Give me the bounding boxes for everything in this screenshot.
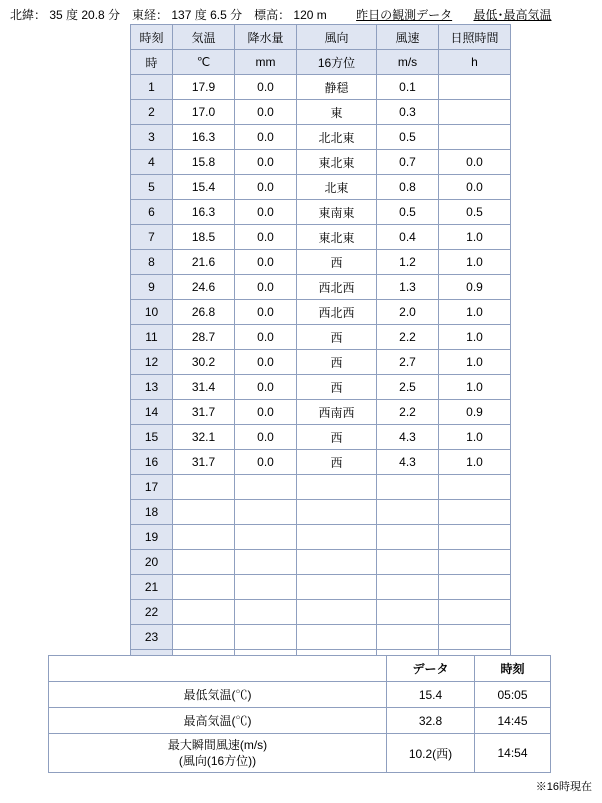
- cell-sun: [439, 525, 511, 550]
- cell-hour: 22: [131, 600, 173, 625]
- cell-dir: [297, 475, 377, 500]
- table-row: [131, 100, 511, 125]
- hourly-observation-table: [130, 24, 511, 675]
- cell-prec: 0.0: [235, 275, 297, 300]
- cell-spd: 1.2: [377, 250, 439, 275]
- table-row: [131, 225, 511, 250]
- table-row: [131, 475, 511, 500]
- cell-temp: [173, 600, 235, 625]
- table-row: [131, 450, 511, 475]
- cell-prec: 0.0: [235, 225, 297, 250]
- cell-temp: 21.6: [173, 250, 235, 275]
- cell-prec: 0.0: [235, 325, 297, 350]
- cell-sun: 1.0: [439, 375, 511, 400]
- cell-prec: 0.0: [235, 150, 297, 175]
- summary-col-time: 時刻: [475, 656, 551, 682]
- cell-spd: 0.4: [377, 225, 439, 250]
- cell-spd: [377, 500, 439, 525]
- cell-spd: 2.2: [377, 325, 439, 350]
- cell-hour: 17: [131, 475, 173, 500]
- cell-sun: 1.0: [439, 300, 511, 325]
- cell-hour: 14: [131, 400, 173, 425]
- cell-sun: 0.9: [439, 275, 511, 300]
- cell-sun: [439, 100, 511, 125]
- table-row: [131, 300, 511, 325]
- cell-spd: 2.5: [377, 375, 439, 400]
- cell-dir: [297, 600, 377, 625]
- cell-temp: 16.3: [173, 200, 235, 225]
- cell-sun: 0.0: [439, 175, 511, 200]
- cell-prec: [235, 575, 297, 600]
- col-title-prec: 降水量: [235, 25, 297, 50]
- cell-sun: [439, 75, 511, 100]
- cell-dir: 西北西: [297, 275, 377, 300]
- cell-temp: [173, 575, 235, 600]
- cell-prec: [235, 625, 297, 650]
- cell-spd: 1.3: [377, 275, 439, 300]
- cell-temp: 18.5: [173, 225, 235, 250]
- cell-spd: 0.7: [377, 150, 439, 175]
- cell-hour: 19: [131, 525, 173, 550]
- table-row: [131, 575, 511, 600]
- cell-spd: [377, 575, 439, 600]
- cell-temp: 16.3: [173, 125, 235, 150]
- cell-temp: [173, 500, 235, 525]
- cell-sun: 0.0: [439, 150, 511, 175]
- cell-dir: 西: [297, 450, 377, 475]
- summary-col-data: データ: [387, 656, 475, 682]
- cell-temp: [173, 625, 235, 650]
- cell-prec: [235, 475, 297, 500]
- table-row: [131, 375, 511, 400]
- col-unit-hour: 時: [131, 50, 173, 75]
- cell-temp: [173, 550, 235, 575]
- cell-sun: 1.0: [439, 425, 511, 450]
- cell-dir: 静穏: [297, 75, 377, 100]
- summary-row-max-temp: [49, 708, 551, 734]
- cell-hour: 13: [131, 375, 173, 400]
- cell-prec: 0.0: [235, 200, 297, 225]
- cell-temp: 24.6: [173, 275, 235, 300]
- table-row: [131, 525, 511, 550]
- cell-prec: 0.0: [235, 350, 297, 375]
- cell-spd: [377, 625, 439, 650]
- cell-prec: [235, 550, 297, 575]
- cell-temp: 32.1: [173, 425, 235, 450]
- cell-sun: 1.0: [439, 225, 511, 250]
- col-title-dir: 風向: [297, 25, 377, 50]
- cell-hour: 3: [131, 125, 173, 150]
- link-min-max-temp[interactable]: 最低･最高気温: [473, 8, 552, 22]
- table-header-row-unit: [131, 50, 511, 75]
- station-coordinates: 北緯： 35 度 20.8 分 東経： 137 度 6.5 分 標高： 120 m: [10, 8, 327, 22]
- cell-prec: [235, 500, 297, 525]
- summary-label-line1: 最大瞬間風速(m/s): [167, 737, 268, 752]
- table-header-row-title: [131, 25, 511, 50]
- cell-temp: 31.7: [173, 450, 235, 475]
- cell-hour: 10: [131, 300, 173, 325]
- summary-row-max-gust: [49, 734, 551, 773]
- cell-hour: 5: [131, 175, 173, 200]
- cell-prec: 0.0: [235, 125, 297, 150]
- cell-hour: 2: [131, 100, 173, 125]
- cell-dir: 西北西: [297, 300, 377, 325]
- cell-spd: 0.3: [377, 100, 439, 125]
- cell-prec: 0.0: [235, 250, 297, 275]
- cell-hour: 16: [131, 450, 173, 475]
- cell-dir: [297, 525, 377, 550]
- cell-hour: 18: [131, 500, 173, 525]
- cell-spd: [377, 600, 439, 625]
- footnote-current-time: ※16時現在: [535, 781, 592, 793]
- cell-sun: [439, 575, 511, 600]
- col-unit-prec: mm: [235, 50, 297, 75]
- summary-time: 14:54: [475, 734, 551, 773]
- cell-hour: 23: [131, 625, 173, 650]
- cell-spd: 0.1: [377, 75, 439, 100]
- cell-spd: 4.3: [377, 425, 439, 450]
- cell-prec: 0.0: [235, 175, 297, 200]
- summary-time: 14:45: [475, 708, 551, 734]
- header-links: [356, 6, 551, 23]
- cell-prec: 0.0: [235, 300, 297, 325]
- cell-prec: 0.0: [235, 75, 297, 100]
- cell-sun: 0.5: [439, 200, 511, 225]
- summary-header-row: [49, 656, 551, 682]
- col-unit-spd: m/s: [377, 50, 439, 75]
- table-row: [131, 75, 511, 100]
- cell-hour: 8: [131, 250, 173, 275]
- cell-sun: 1.0: [439, 450, 511, 475]
- summary-label: [49, 734, 387, 773]
- col-unit-dir: 16方位: [297, 50, 377, 75]
- table-row: [131, 500, 511, 525]
- table-row: [131, 200, 511, 225]
- summary-label: 最高気温(℃): [49, 708, 387, 734]
- cell-prec: 0.0: [235, 450, 297, 475]
- cell-dir: 西: [297, 250, 377, 275]
- cell-hour: 12: [131, 350, 173, 375]
- cell-dir: [297, 500, 377, 525]
- cell-prec: [235, 525, 297, 550]
- cell-dir: 北北東: [297, 125, 377, 150]
- cell-prec: [235, 600, 297, 625]
- cell-sun: 1.0: [439, 350, 511, 375]
- cell-temp: 31.7: [173, 400, 235, 425]
- summary-value: 32.8: [387, 708, 475, 734]
- cell-temp: [173, 525, 235, 550]
- cell-prec: 0.0: [235, 375, 297, 400]
- cell-temp: 17.0: [173, 100, 235, 125]
- table-row: [131, 325, 511, 350]
- cell-dir: 東南東: [297, 200, 377, 225]
- cell-sun: [439, 500, 511, 525]
- cell-dir: 西: [297, 425, 377, 450]
- link-yesterday-data[interactable]: 昨日の観測データ: [356, 8, 453, 22]
- cell-temp: 26.8: [173, 300, 235, 325]
- cell-spd: 2.0: [377, 300, 439, 325]
- cell-spd: 0.8: [377, 175, 439, 200]
- summary-label: 最低気温(℃): [49, 682, 387, 708]
- cell-temp: 17.9: [173, 75, 235, 100]
- table-row: [131, 350, 511, 375]
- cell-spd: 2.2: [377, 400, 439, 425]
- cell-spd: 2.7: [377, 350, 439, 375]
- cell-spd: 4.3: [377, 450, 439, 475]
- cell-dir: [297, 550, 377, 575]
- daily-extremes-table: [48, 655, 551, 773]
- cell-dir: 西: [297, 375, 377, 400]
- table-row: [131, 275, 511, 300]
- table-row: [131, 175, 511, 200]
- cell-spd: [377, 525, 439, 550]
- cell-hour: 15: [131, 425, 173, 450]
- cell-hour: 9: [131, 275, 173, 300]
- summary-value: 15.4: [387, 682, 475, 708]
- table-row: [131, 600, 511, 625]
- table-row: [131, 400, 511, 425]
- cell-dir: 東北東: [297, 225, 377, 250]
- col-title-sun: 日照時間: [439, 25, 511, 50]
- cell-temp: 15.4: [173, 175, 235, 200]
- cell-sun: 0.9: [439, 400, 511, 425]
- cell-hour: 11: [131, 325, 173, 350]
- cell-temp: 28.7: [173, 325, 235, 350]
- cell-temp: [173, 475, 235, 500]
- cell-sun: [439, 125, 511, 150]
- cell-spd: 0.5: [377, 200, 439, 225]
- cell-temp: 15.8: [173, 150, 235, 175]
- summary-time: 05:05: [475, 682, 551, 708]
- table-row: [131, 425, 511, 450]
- cell-hour: 6: [131, 200, 173, 225]
- table-row: [131, 250, 511, 275]
- table-row: [131, 550, 511, 575]
- cell-hour: 21: [131, 575, 173, 600]
- table-row: [131, 125, 511, 150]
- cell-dir: 北東: [297, 175, 377, 200]
- cell-prec: 0.0: [235, 425, 297, 450]
- table-row: [131, 150, 511, 175]
- cell-temp: 30.2: [173, 350, 235, 375]
- table-row: [131, 625, 511, 650]
- cell-sun: 1.0: [439, 250, 511, 275]
- page-header: [10, 6, 594, 23]
- cell-hour: 7: [131, 225, 173, 250]
- col-title-hour: 時刻: [131, 25, 173, 50]
- summary-value: 10.2(西): [387, 734, 475, 773]
- cell-dir: 西: [297, 325, 377, 350]
- cell-sun: [439, 600, 511, 625]
- summary-col-blank: [49, 656, 387, 682]
- cell-dir: 西南西: [297, 400, 377, 425]
- cell-sun: [439, 475, 511, 500]
- col-title-spd: 風速: [377, 25, 439, 50]
- cell-dir: 東: [297, 100, 377, 125]
- cell-sun: [439, 625, 511, 650]
- cell-hour: 20: [131, 550, 173, 575]
- col-unit-sun: h: [439, 50, 511, 75]
- cell-sun: 1.0: [439, 325, 511, 350]
- cell-dir: 西: [297, 350, 377, 375]
- cell-prec: 0.0: [235, 400, 297, 425]
- cell-prec: 0.0: [235, 100, 297, 125]
- summary-label-line2: (風向(16方位)): [178, 754, 257, 768]
- observation-rows: [131, 75, 511, 675]
- col-title-temp: 気温: [173, 25, 235, 50]
- cell-dir: 東北東: [297, 150, 377, 175]
- cell-spd: [377, 550, 439, 575]
- cell-dir: [297, 625, 377, 650]
- cell-spd: 0.5: [377, 125, 439, 150]
- col-unit-temp: ℃: [173, 50, 235, 75]
- cell-dir: [297, 575, 377, 600]
- summary-row-min-temp: [49, 682, 551, 708]
- cell-hour: 1: [131, 75, 173, 100]
- cell-spd: [377, 475, 439, 500]
- cell-hour: 4: [131, 150, 173, 175]
- cell-temp: 31.4: [173, 375, 235, 400]
- cell-sun: [439, 550, 511, 575]
